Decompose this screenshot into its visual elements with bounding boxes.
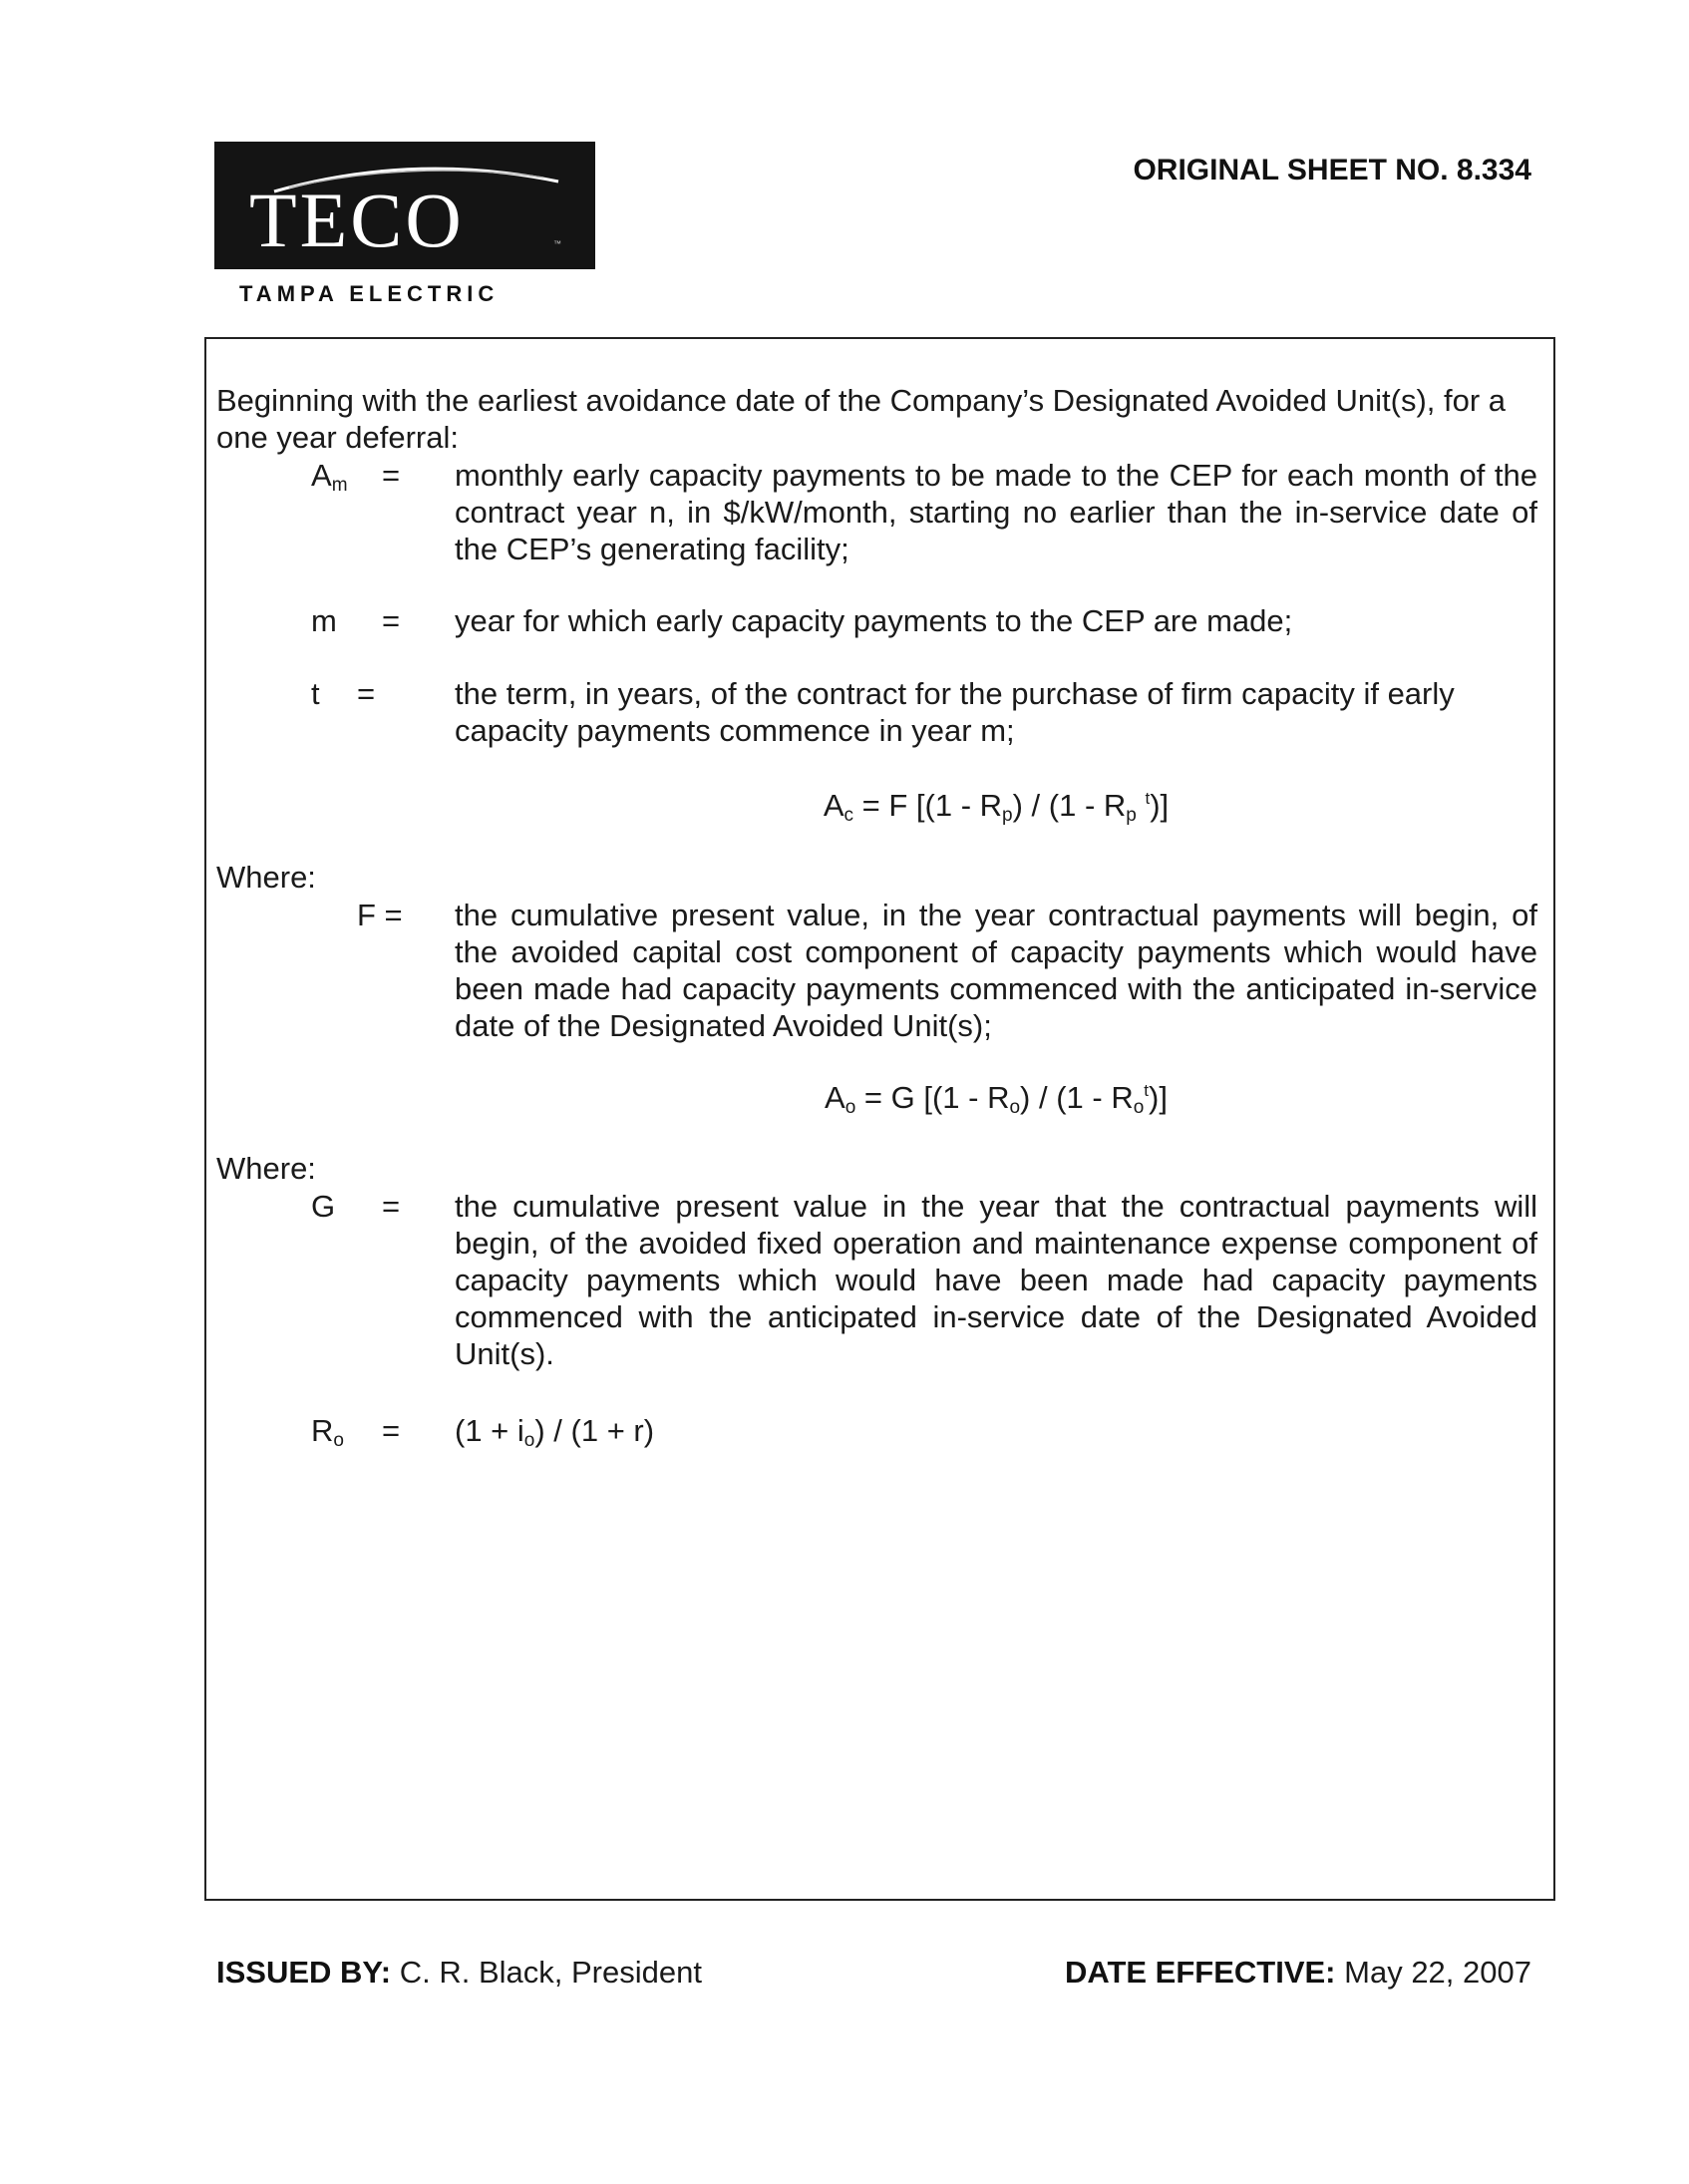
issued-by-value: C. R. Black, President [399,1955,702,1990]
content-frame [204,337,1555,1901]
t-equals: = [357,676,376,711]
m-symbol: m [311,603,337,638]
formula-ac: $A_c = F$ [$(1 - R_p) / (1 - R_p$ $^t$)] [823,788,1170,826]
logo-subtitle: TAMPA ELECTRIC [239,281,500,306]
g-symbol: G [311,1189,336,1224]
issued-by [216,1955,702,1991]
t-symbol: t [311,676,320,711]
intro-paragraph: Beginning with the earliest avoidance date of the Company’s Designated Avoided Unit(s), for a one year deferral: [216,383,1507,455]
where-label-2: Where: [216,1151,316,1186]
issued-by-label: ISSUED BY: [216,1955,392,1990]
ro-equals: = [382,1413,401,1448]
g-equals: = [382,1189,401,1224]
f-symbol: F = [357,898,403,932]
am-symbol: $A_m$ [311,458,348,496]
teco-logo [214,142,595,269]
date-effective-value: May 22, 2007 [1344,1955,1531,1990]
m-definition: year for which early capacity payments to the CEP are made; [455,603,1293,638]
ro-symbol: $R_o$ [311,1413,344,1451]
am-definition: monthly early capacity payments to be made to the CEP for each month of the contract year n, in $/kW/month, starting no earlier than the in-service date of the CEP’s generating facility; [455,458,1537,566]
logo-text: TECO [249,177,465,263]
g-definition: the cumulative present value in the year that the contractual payments will begin, of the avoided fixed operation and maintenance expense component of capacity payments which would have been made had capacity payments commenced with the anticipated in-service date of the Designated Avoided Unit(s). [455,1189,1537,1371]
logo-trademark: ™ [553,239,561,248]
date-effective-label: DATE EFFECTIVE: [1064,1955,1336,1990]
am-equals: = [382,458,401,493]
formula-ao: $A_o = G$ $[(1 - R_o) / (1 - R_o^t)]$ [825,1080,1168,1118]
where-label-1: Where: [216,860,316,895]
date-effective [1065,1955,1531,1991]
f-definition: the cumulative present value, in the year contractual payments will begin, of the avoided capital cost component of capacity payments which would have been made had capacity payments commenced with the anticipated in-service date of the Designated Avoided Unit(s); [455,898,1537,1043]
sheet-number: ORIGINAL SHEET NO. 8.334 [1133,154,1531,186]
ro-definition: $(1 + i_o) / (1 + r)$ [455,1413,655,1451]
t-definition: the term, in years, of the contract for the purchase of firm capacity if early capacity payments commence in year m; [455,676,1455,748]
m-equals: = [382,603,401,638]
